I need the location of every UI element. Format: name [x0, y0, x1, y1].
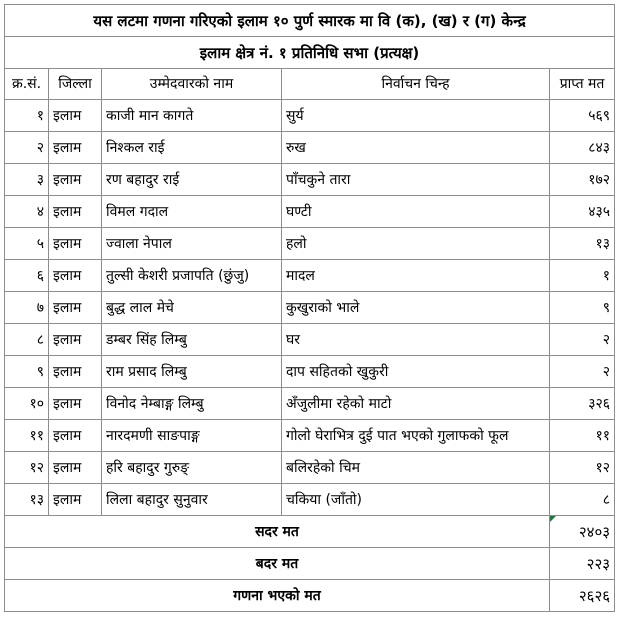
- cell-candidate[interactable]: विमल गदाल: [102, 196, 282, 228]
- cell-sn[interactable]: ६: [5, 260, 49, 292]
- cell-sn[interactable]: १०: [5, 388, 49, 420]
- sheet-title[interactable]: यस लटमा गणना गरिएको इलाम १० पुर्ण स्मारक मा वि (क), (ख) र (ग) केन्द्र: [5, 5, 615, 37]
- table-row: [5, 452, 615, 484]
- results-table: [4, 4, 615, 612]
- cell-votes[interactable]: ४३५: [550, 196, 615, 228]
- cell-district[interactable]: इलाम: [49, 196, 102, 228]
- cell-sn[interactable]: १: [5, 100, 49, 132]
- cell-candidate[interactable]: हरि बहादुर गुरुङ्: [102, 452, 282, 484]
- cell-votes[interactable]: २: [550, 356, 615, 388]
- table-row: [5, 388, 615, 420]
- table-row: [5, 228, 615, 260]
- cell-district[interactable]: इलाम: [49, 164, 102, 196]
- header-votes[interactable]: प्राप्त मत: [550, 69, 615, 100]
- cell-sn[interactable]: ८: [5, 324, 49, 356]
- cell-candidate[interactable]: काजी मान कागते: [102, 100, 282, 132]
- cell-district[interactable]: इलाम: [49, 292, 102, 324]
- summary-row-total: [5, 580, 615, 612]
- cell-candidate[interactable]: निश्कल राई: [102, 132, 282, 164]
- cell-district[interactable]: इलाम: [49, 100, 102, 132]
- cell-sn[interactable]: ३: [5, 164, 49, 196]
- cell-symbol[interactable]: कुखुराको भाले: [282, 292, 550, 324]
- cell-votes[interactable]: १३: [550, 228, 615, 260]
- sheet-subtitle[interactable]: इलाम क्षेत्र नं. १ प्रतिनिधि सभा (प्रत्यक्ष): [5, 37, 615, 69]
- cell-votes[interactable]: ५६९: [550, 100, 615, 132]
- cell-candidate[interactable]: लिला बहादुर सुनुवार: [102, 484, 282, 516]
- cell-district[interactable]: इलाम: [49, 324, 102, 356]
- table-row: [5, 420, 615, 452]
- valid-votes-value[interactable]: २४०३: [550, 516, 615, 548]
- header-sn[interactable]: क्र.सं.: [5, 69, 49, 100]
- cell-symbol[interactable]: घर: [282, 324, 550, 356]
- cell-symbol[interactable]: सुर्य: [282, 100, 550, 132]
- cell-candidate[interactable]: राम प्रसाद लिम्बु: [102, 356, 282, 388]
- cell-sn[interactable]: २: [5, 132, 49, 164]
- cell-symbol[interactable]: दाप सहितको खुकुरी: [282, 356, 550, 388]
- counted-votes-label[interactable]: गणना भएको मत: [5, 580, 550, 612]
- cell-votes[interactable]: २: [550, 324, 615, 356]
- cell-candidate[interactable]: डम्बर सिंह लिम्बु: [102, 324, 282, 356]
- valid-votes-label[interactable]: सदर मत: [5, 516, 550, 548]
- cell-candidate[interactable]: विनोद नेम्बाङ्ग लिम्बु: [102, 388, 282, 420]
- counted-votes-value[interactable]: २६२६: [550, 580, 615, 612]
- cell-symbol[interactable]: गोलो घेराभित्र दुई पात भएको गुलाफको फूल: [282, 420, 550, 452]
- table-row: [5, 356, 615, 388]
- cell-district[interactable]: इलाम: [49, 452, 102, 484]
- cell-symbol[interactable]: रुख: [282, 132, 550, 164]
- cell-symbol[interactable]: पाँचकुने तारा: [282, 164, 550, 196]
- table-row: [5, 100, 615, 132]
- cell-votes[interactable]: १७२: [550, 164, 615, 196]
- cell-votes[interactable]: ९: [550, 292, 615, 324]
- header-district[interactable]: जिल्ला: [49, 69, 102, 100]
- cell-symbol[interactable]: घण्टी: [282, 196, 550, 228]
- cell-candidate[interactable]: ज्वाला नेपाल: [102, 228, 282, 260]
- cell-sn[interactable]: ७: [5, 292, 49, 324]
- cell-votes[interactable]: १: [550, 260, 615, 292]
- cell-sn[interactable]: ११: [5, 420, 49, 452]
- cell-symbol[interactable]: बलिरहेको चिम: [282, 452, 550, 484]
- cell-candidate[interactable]: बुद्ध लाल मेचे: [102, 292, 282, 324]
- cell-symbol[interactable]: हलो: [282, 228, 550, 260]
- cell-symbol[interactable]: अँजुलीमा रहेको माटो: [282, 388, 550, 420]
- cell-symbol[interactable]: मादल: [282, 260, 550, 292]
- table-row: [5, 324, 615, 356]
- cell-votes[interactable]: ८: [550, 484, 615, 516]
- cell-district[interactable]: इलाम: [49, 228, 102, 260]
- header-symbol[interactable]: निर्वाचन चिन्ह: [282, 69, 550, 100]
- cell-sn[interactable]: ९: [5, 356, 49, 388]
- header-candidate[interactable]: उम्मेदवारको नाम: [102, 69, 282, 100]
- subtitle-row: [5, 37, 615, 69]
- summary-row-valid: [5, 516, 615, 548]
- invalid-votes-value[interactable]: २२३: [550, 548, 615, 580]
- cell-sn[interactable]: १३: [5, 484, 49, 516]
- cell-votes[interactable]: ८४३: [550, 132, 615, 164]
- cell-votes[interactable]: ११: [550, 420, 615, 452]
- cell-votes[interactable]: १२: [550, 452, 615, 484]
- summary-row-invalid: [5, 548, 615, 580]
- cell-district[interactable]: इलाम: [49, 356, 102, 388]
- table-row: [5, 164, 615, 196]
- table-row: [5, 260, 615, 292]
- cell-sn[interactable]: १२: [5, 452, 49, 484]
- cell-sn[interactable]: ५: [5, 228, 49, 260]
- title-row: [5, 5, 615, 37]
- cell-district[interactable]: इलाम: [49, 420, 102, 452]
- cell-candidate[interactable]: तुल्सी केशरी प्रजापति (छुंजु): [102, 260, 282, 292]
- table-row: [5, 132, 615, 164]
- cell-votes[interactable]: ३२६: [550, 388, 615, 420]
- cell-sn[interactable]: ४: [5, 196, 49, 228]
- invalid-votes-label[interactable]: बदर मत: [5, 548, 550, 580]
- cell-district[interactable]: इलाम: [49, 132, 102, 164]
- header-row: [5, 69, 615, 100]
- table-row: [5, 292, 615, 324]
- cell-district[interactable]: इलाम: [49, 388, 102, 420]
- cell-candidate[interactable]: रण बहादुर राई: [102, 164, 282, 196]
- cell-district[interactable]: इलाम: [49, 260, 102, 292]
- cell-symbol[interactable]: चकिया (जाँतो): [282, 484, 550, 516]
- cell-district[interactable]: इलाम: [49, 484, 102, 516]
- table-row: [5, 484, 615, 516]
- cell-candidate[interactable]: नारदमणी साङपाङ्ग: [102, 420, 282, 452]
- table-row: [5, 196, 615, 228]
